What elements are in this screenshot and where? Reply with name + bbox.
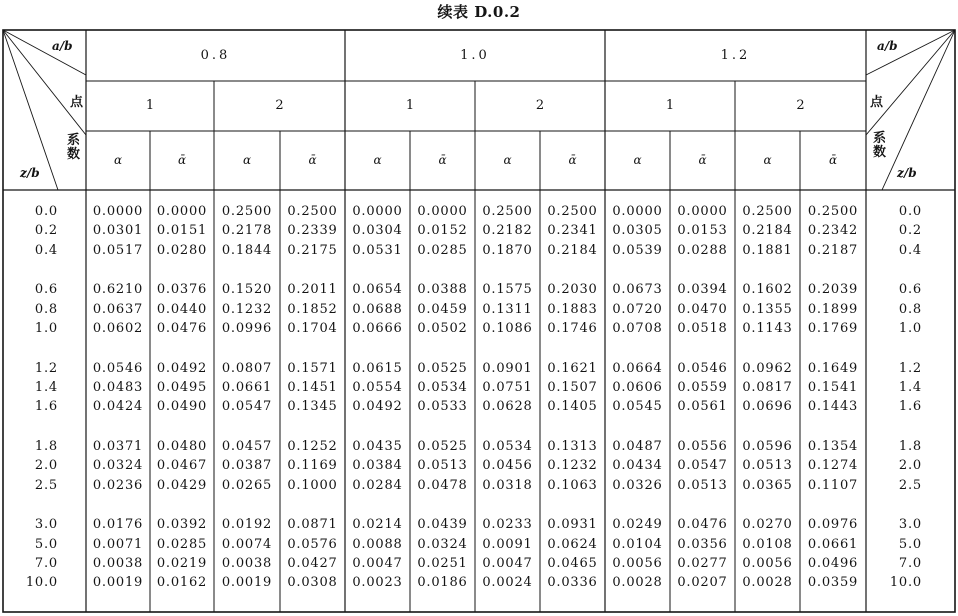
- zb-label-right: 0.6: [898, 282, 922, 298]
- value-cell: 0.1355: [742, 301, 793, 317]
- value-cell: 0.0606: [612, 379, 663, 395]
- value-cell: 0.0624: [547, 536, 598, 552]
- value-cell: 0.2030: [547, 282, 598, 298]
- value-cell: 0.1252: [287, 438, 338, 454]
- value-cell: 0.0492: [352, 399, 403, 415]
- value-cell: 0.0931: [547, 517, 598, 533]
- value-cell: 0.0108: [742, 536, 793, 552]
- grid-line: [3, 30, 86, 75]
- coef-header-alpha-bar: ᾱ: [438, 153, 447, 167]
- value-cell: 0.1649: [807, 360, 859, 376]
- value-cell: 0.1063: [547, 477, 598, 493]
- zb-label-left: 1.8: [34, 438, 58, 454]
- value-cell: 0.1232: [221, 301, 273, 317]
- zb-label-left: 1.4: [34, 379, 58, 395]
- value-cell: 0.0492: [156, 360, 208, 376]
- value-cell: 0.0371: [92, 438, 144, 454]
- zb-label-right: 0.4: [898, 242, 922, 258]
- zb-label-left: 0.2: [34, 223, 58, 239]
- value-cell: 0.0513: [742, 458, 793, 474]
- value-cell: 0.0356: [677, 536, 728, 552]
- value-cell: 0.1621: [547, 360, 598, 376]
- value-cell: 0.0000: [612, 204, 663, 219]
- value-cell: 0.2339: [287, 223, 338, 239]
- coef-header-alpha: α: [633, 153, 642, 167]
- value-cell: 0.0534: [417, 379, 468, 395]
- value-cell: 0.0394: [677, 282, 728, 298]
- value-cell: 0.0023: [352, 575, 403, 591]
- ab-value-header: 0.8: [200, 48, 231, 63]
- value-cell: 0.1443: [807, 399, 859, 415]
- value-cell: 0.0517: [92, 242, 144, 258]
- value-cell: 0.0546: [677, 360, 728, 376]
- zb-label-right: 1.8: [898, 438, 922, 454]
- value-cell: 0.0000: [352, 204, 403, 219]
- value-cell: 0.0387: [221, 458, 273, 474]
- value-cell: 0.0280: [156, 242, 208, 258]
- value-cell: 0.0664: [612, 360, 663, 376]
- value-cell: 0.0000: [156, 204, 208, 219]
- value-cell: 0.0056: [612, 555, 663, 571]
- value-cell: 0.0476: [156, 320, 208, 336]
- value-cell: 0.0513: [417, 458, 468, 474]
- coef-header-alpha: α: [503, 153, 512, 167]
- value-cell: 0.0071: [92, 536, 144, 552]
- value-cell: 0.1769: [807, 320, 859, 336]
- value-cell: 0.0901: [482, 360, 533, 376]
- value-cell: 0.1345: [287, 399, 338, 415]
- value-cell: 0.0545: [612, 399, 663, 415]
- value-cell: 0.1313: [547, 438, 598, 454]
- value-cell: 0.0817: [742, 379, 793, 395]
- value-cell: 0.2011: [287, 282, 338, 298]
- value-cell: 0.0284: [352, 477, 403, 493]
- value-cell: 0.0047: [352, 555, 403, 571]
- point-header: 1: [665, 98, 675, 113]
- value-cell: 0.0056: [742, 555, 793, 571]
- value-cell: 0.0513: [677, 477, 728, 493]
- value-cell: 0.0628: [482, 399, 533, 415]
- zb-label-right: 10.0: [889, 575, 922, 591]
- value-cell: 0.0365: [742, 477, 793, 493]
- value-cell: 0.2175: [287, 242, 338, 258]
- zb-label-left: 0.8: [34, 301, 58, 317]
- coef-header-alpha-bar: ᾱ: [828, 153, 838, 167]
- value-cell: 0.0487: [612, 438, 663, 454]
- zb-label-right: 3.0: [898, 517, 922, 533]
- value-cell: 0.0478: [417, 477, 468, 493]
- zb-label-right: 2.0: [898, 458, 922, 474]
- value-cell: 0.0192: [221, 517, 273, 533]
- point-header: 1: [405, 98, 415, 113]
- zb-label-left: 7.0: [34, 555, 58, 571]
- coef-header-alpha: α: [763, 153, 772, 167]
- value-cell: 0.0962: [742, 360, 793, 376]
- value-cell: 0.0207: [677, 575, 728, 591]
- value-cell: 0.1746: [547, 320, 598, 336]
- value-cell: 0.1451: [287, 379, 338, 395]
- value-cell: 0.0696: [742, 399, 793, 415]
- value-cell: 0.0534: [482, 438, 533, 454]
- value-cell: 0.1507: [547, 379, 598, 395]
- value-cell: 0.2500: [807, 204, 859, 219]
- point-header: 1: [145, 98, 155, 113]
- value-cell: 0.0324: [92, 458, 144, 474]
- zb-label-left: 5.0: [34, 536, 58, 552]
- value-cell: 0.2178: [221, 223, 273, 239]
- point-header: 2: [535, 98, 545, 113]
- zb-label-left: 0.4: [34, 242, 58, 258]
- value-cell: 0.2500: [221, 204, 273, 219]
- value-cell: 0.0019: [92, 575, 144, 591]
- value-cell: 0.0388: [417, 282, 468, 298]
- value-cell: 0.0554: [352, 379, 403, 395]
- value-cell: 0.0301: [92, 223, 144, 239]
- value-cell: 0.0153: [677, 223, 728, 239]
- value-cell: 0.0104: [612, 536, 663, 552]
- value-cell: 0.0305: [612, 223, 663, 239]
- value-cell: 0.0219: [156, 555, 208, 571]
- value-cell: 0.0807: [221, 360, 273, 376]
- coef-header-alpha: α: [373, 153, 382, 167]
- value-cell: 0.0661: [221, 379, 273, 395]
- corner-right-zb-label: z/b: [897, 166, 917, 180]
- grid-line: [882, 30, 955, 190]
- value-cell: 0.0470: [677, 301, 728, 317]
- value-cell: 0.0556: [677, 438, 728, 454]
- value-cell: 0.1107: [807, 477, 859, 493]
- zb-label-left: 1.6: [34, 399, 58, 415]
- value-cell: 0.1844: [221, 242, 273, 258]
- value-cell: 0.2342: [807, 223, 859, 239]
- value-cell: 0.2500: [547, 204, 598, 219]
- value-cell: 0.0214: [352, 517, 403, 533]
- value-cell: 0.0151: [156, 223, 208, 239]
- value-cell: 0.0996: [221, 320, 273, 336]
- value-cell: 0.0673: [612, 282, 663, 298]
- corner-right-point-label: 点: [870, 95, 884, 110]
- zb-label-right: 1.0: [898, 320, 922, 336]
- value-cell: 0.0871: [287, 517, 338, 533]
- zb-label-right: 0.0: [898, 204, 922, 219]
- zb-label-right: 2.5: [898, 477, 922, 493]
- value-cell: 0.0467: [156, 458, 208, 474]
- value-cell: 0.0976: [807, 517, 859, 533]
- value-cell: 0.0546: [92, 360, 144, 376]
- value-cell: 0.0465: [547, 555, 598, 571]
- value-cell: 0.0318: [482, 477, 533, 493]
- zb-label-left: 2.5: [34, 477, 58, 493]
- value-cell: 0.0476: [677, 517, 728, 533]
- point-header: 2: [796, 98, 805, 113]
- point-header: 2: [275, 98, 284, 113]
- value-cell: 0.0661: [807, 536, 859, 552]
- value-cell: 0.0324: [417, 536, 468, 552]
- value-cell: 0.1881: [742, 242, 793, 258]
- value-cell: 0.1899: [807, 301, 859, 317]
- corner-left-zb-label: z/b: [20, 166, 40, 180]
- corner-left-point-label: 点: [70, 95, 84, 110]
- value-cell: 0.0654: [352, 282, 403, 298]
- value-cell: 0.0495: [156, 379, 208, 395]
- value-cell: 0.0251: [417, 555, 468, 571]
- value-cell: 0.2500: [482, 204, 533, 219]
- value-cell: 0.0751: [482, 379, 533, 395]
- value-cell: 0.0186: [417, 575, 468, 591]
- value-cell: 0.0496: [807, 555, 859, 571]
- zb-label-right: 1.6: [898, 399, 922, 415]
- value-cell: 0.0615: [352, 360, 403, 376]
- value-cell: 0.0435: [352, 438, 403, 454]
- value-cell: 0.0249: [612, 517, 663, 533]
- value-cell: 0.1169: [287, 458, 338, 474]
- value-cell: 0.0304: [352, 223, 403, 239]
- value-cell: 0.0457: [221, 438, 273, 454]
- value-cell: 0.2500: [742, 204, 793, 219]
- value-cell: 0.0429: [156, 477, 208, 493]
- coef-header-alpha-bar: ᾱ: [177, 153, 187, 167]
- value-cell: 0.0602: [92, 320, 144, 336]
- zb-label-left: 1.0: [34, 320, 58, 336]
- value-cell: 0.1852: [287, 301, 338, 317]
- zb-label-right: 1.4: [898, 379, 922, 395]
- ab-value-header: 1.0: [460, 48, 490, 63]
- value-cell: 0.1541: [807, 379, 859, 395]
- value-cell: 0.0162: [156, 575, 208, 591]
- value-cell: 0.1520: [221, 282, 273, 298]
- value-cell: 0.1405: [547, 399, 598, 415]
- value-cell: 0.1311: [482, 301, 533, 317]
- value-cell: 0.0088: [352, 536, 403, 552]
- value-cell: 0.0285: [417, 242, 468, 258]
- value-cell: 0.0288: [677, 242, 728, 258]
- value-cell: 0.0336: [547, 575, 598, 591]
- value-cell: 0.0392: [156, 517, 208, 533]
- value-cell: 0.0308: [287, 575, 338, 591]
- value-cell: 0.1274: [807, 458, 859, 474]
- coef-header-alpha: α: [113, 153, 123, 167]
- value-cell: 0.0047: [482, 555, 533, 571]
- coef-header-alpha-bar: ᾱ: [698, 153, 707, 167]
- value-cell: 0.0720: [612, 301, 663, 317]
- value-cell: 0.0490: [156, 399, 208, 415]
- zb-label-left: 10.0: [25, 575, 58, 591]
- zb-label-left: 0.0: [34, 204, 58, 219]
- value-cell: 0.0000: [417, 204, 468, 219]
- value-cell: 0.0038: [221, 555, 273, 571]
- value-cell: 0.0688: [352, 301, 403, 317]
- coef-header-alpha-bar: ᾱ: [308, 153, 317, 167]
- zb-label-right: 7.0: [898, 555, 922, 571]
- value-cell: 0.0326: [612, 477, 663, 493]
- value-cell: 0.1575: [482, 282, 533, 298]
- value-cell: 0.0091: [482, 536, 533, 552]
- value-cell: 0.0518: [677, 320, 728, 336]
- zb-label-right: 5.0: [898, 536, 922, 552]
- corner-right-coef-label: 系数: [873, 131, 887, 160]
- zb-label-left: 1.2: [34, 360, 58, 376]
- value-cell: 0.0525: [417, 360, 468, 376]
- value-cell: 0.0074: [221, 536, 273, 552]
- zb-label-left: 2.0: [34, 458, 58, 474]
- value-cell: 0.2341: [547, 223, 598, 239]
- value-cell: 0.0038: [92, 555, 144, 571]
- value-cell: 0.2182: [482, 223, 533, 239]
- value-cell: 0.0270: [742, 517, 793, 533]
- value-cell: 0.0559: [677, 379, 728, 395]
- value-cell: 0.0028: [742, 575, 793, 591]
- value-cell: 0.2184: [742, 223, 793, 239]
- value-cell: 0.0024: [482, 575, 533, 591]
- value-cell: 0.0233: [482, 517, 533, 533]
- value-cell: 0.0596: [742, 438, 793, 454]
- value-cell: 0.1571: [287, 360, 338, 376]
- value-cell: 0.0539: [612, 242, 663, 258]
- value-cell: 0.0547: [677, 458, 728, 474]
- value-cell: 0.2184: [547, 242, 598, 258]
- value-cell: 0.0152: [417, 223, 468, 239]
- value-cell: 0.0376: [156, 282, 208, 298]
- value-cell: 0.0547: [221, 399, 273, 415]
- value-cell: 0.1883: [547, 301, 598, 317]
- corner-left-coef-label: 系数: [67, 133, 81, 162]
- ab-value-header: 1.2: [720, 48, 751, 63]
- grid-line: [3, 30, 86, 135]
- value-cell: 0.0666: [352, 320, 403, 336]
- value-cell: 0.0000: [677, 204, 728, 219]
- zb-label-right: 1.2: [898, 360, 922, 376]
- value-cell: 0.0459: [417, 301, 468, 317]
- value-cell: 0.0561: [677, 399, 728, 415]
- corner-left-ab-label: a/b: [52, 39, 73, 53]
- value-cell: 0.0708: [612, 320, 663, 336]
- value-cell: 0.0359: [807, 575, 859, 591]
- value-cell: 0.6210: [92, 282, 144, 298]
- value-cell: 0.0456: [482, 458, 533, 474]
- zb-label-left: 0.6: [34, 282, 58, 298]
- value-cell: 0.0525: [417, 438, 468, 454]
- value-cell: 0.1143: [742, 320, 793, 336]
- coef-header-alpha-bar: ᾱ: [568, 153, 577, 167]
- value-cell: 0.0637: [92, 301, 144, 317]
- value-cell: 0.0019: [221, 575, 273, 591]
- value-cell: 0.0285: [156, 536, 208, 552]
- value-cell: 0.2500: [287, 204, 338, 219]
- value-cell: 0.2039: [807, 282, 859, 298]
- value-cell: 0.0000: [92, 204, 144, 219]
- value-cell: 0.0236: [92, 477, 144, 493]
- value-cell: 0.0176: [92, 517, 144, 533]
- value-cell: 0.0434: [612, 458, 663, 474]
- value-cell: 0.0439: [417, 517, 468, 533]
- value-cell: 0.0480: [156, 438, 208, 454]
- value-cell: 0.1000: [287, 477, 338, 493]
- value-cell: 0.1232: [547, 458, 598, 474]
- coef-header-alpha: α: [242, 153, 252, 167]
- table-title: 续表 D.0.2: [437, 3, 521, 21]
- value-cell: 0.0265: [221, 477, 273, 493]
- value-cell: 0.0483: [92, 379, 144, 395]
- value-cell: 0.0277: [677, 555, 728, 571]
- zb-label-right: 0.2: [898, 223, 922, 239]
- value-cell: 0.0427: [287, 555, 338, 571]
- value-cell: 0.1870: [482, 242, 533, 258]
- value-cell: 0.1354: [807, 438, 859, 454]
- value-cell: 0.0424: [92, 399, 144, 415]
- value-cell: 0.1704: [287, 320, 338, 336]
- value-cell: 0.2187: [807, 242, 859, 258]
- value-cell: 0.0531: [352, 242, 403, 258]
- value-cell: 0.1602: [742, 282, 793, 298]
- value-cell: 0.0028: [612, 575, 663, 591]
- value-cell: 0.1086: [482, 320, 533, 336]
- value-cell: 0.0533: [417, 399, 468, 415]
- value-cell: 0.0502: [417, 320, 468, 336]
- value-cell: 0.0384: [352, 458, 403, 474]
- corner-right-ab-label: a/b: [877, 39, 898, 53]
- value-cell: 0.0440: [156, 301, 208, 317]
- zb-label-right: 0.8: [898, 301, 922, 317]
- value-cell: 0.0576: [287, 536, 338, 552]
- zb-label-left: 3.0: [34, 517, 58, 533]
